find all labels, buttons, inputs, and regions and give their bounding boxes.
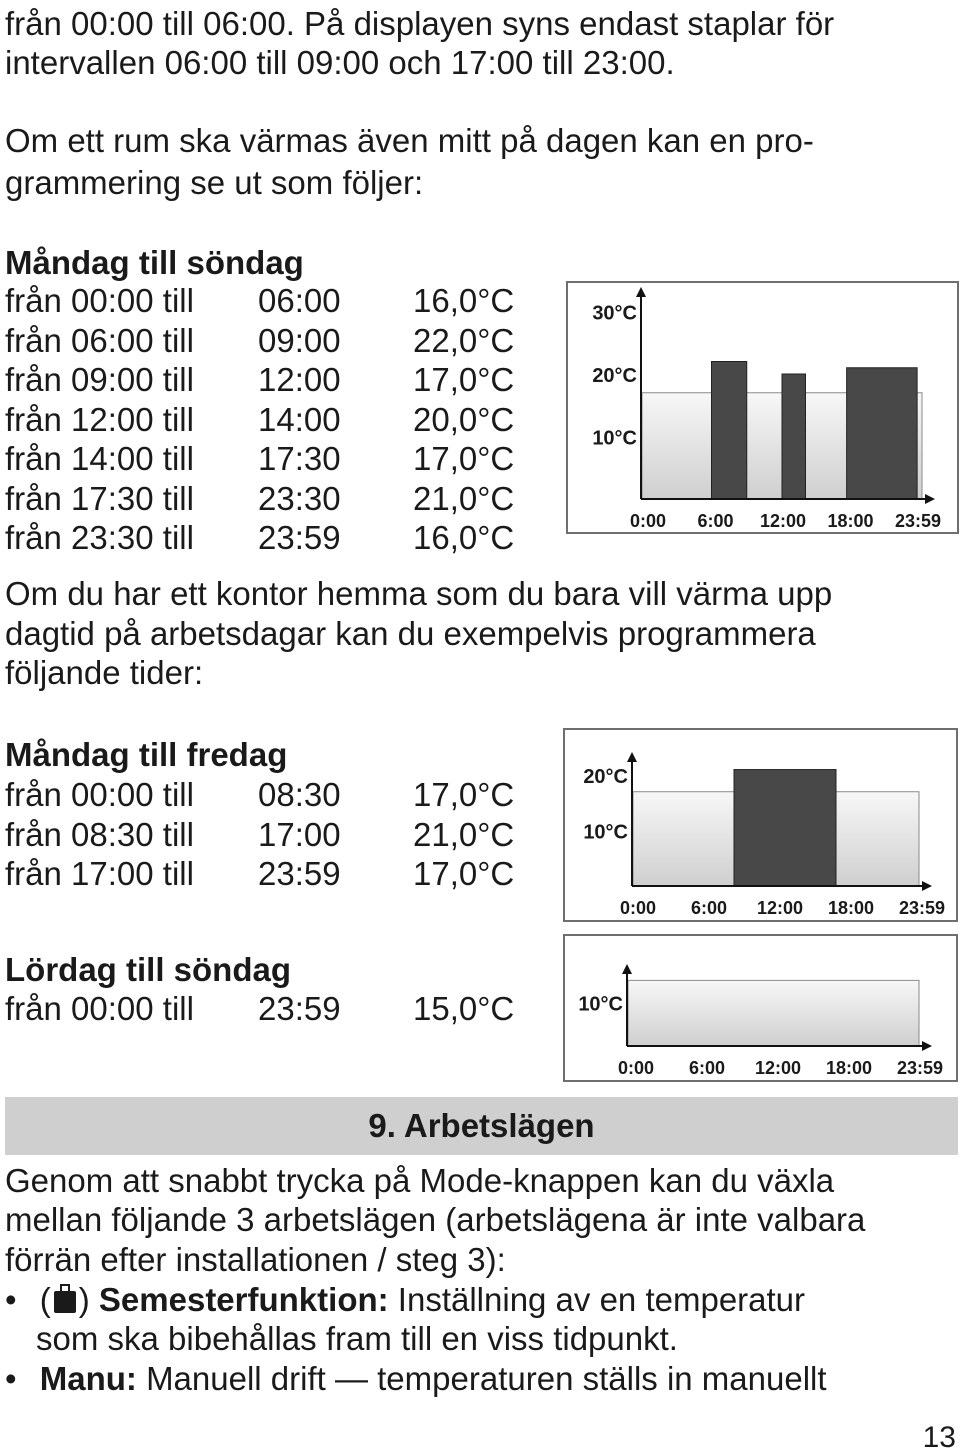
y-axis-arrow [627, 752, 637, 762]
bullet-glyph: • [5, 1360, 17, 1397]
schedule-temperature: 22,0°C [413, 321, 515, 359]
paren-open: ( [39, 1281, 51, 1318]
para3-line-2: mellan följande 3 arbetslägen (arbetslägena är inte valbara [5, 1201, 866, 1238]
schedule-from: från 06:00 till [5, 321, 194, 359]
paren-close: ) [78, 1281, 90, 1318]
chart-bar [847, 368, 918, 499]
holiday-mode-label: Semesterfunktion: [98, 1281, 389, 1318]
chart-weekly-temperature [566, 281, 959, 534]
bullet-holiday-mode [5, 1280, 805, 1320]
x-tick-label: 18:00 [827, 898, 875, 918]
holiday-mode-text-cont: som ska bibehållas fram till en viss tidpunkt. [36, 1320, 678, 1357]
x-tick-label: 23:59 [896, 1058, 944, 1078]
intro-line-3: Om ett rum ska värmas även mitt på dagen kan en pro- [5, 122, 814, 159]
x-tick-label: 23:59 [898, 898, 946, 918]
schedule-temperature: 16,0°C [413, 519, 515, 556]
suitcase-icon [54, 1291, 76, 1313]
chart-bar [734, 770, 836, 886]
schedule-end-time: 23:59 [258, 855, 341, 892]
schedule-temperature: 15,0°C [413, 990, 515, 1027]
schedule-end-time: 23:59 [258, 519, 341, 556]
y-tick-label: 10°C [592, 427, 637, 450]
schedule-end-time: 09:00 [258, 321, 341, 359]
schedule-end-time: 14:00 [258, 400, 341, 438]
bullet-manual-mode [5, 1359, 827, 1399]
section-heading: 9. Arbetslägen [5, 1097, 958, 1155]
schedule-from: från 08:30 till [5, 815, 194, 853]
baseline-level-area [628, 980, 919, 1046]
y-axis-arrow [622, 964, 632, 974]
schedule-temperature: 17,0°C [413, 776, 515, 813]
y-tick-label: 30°C [592, 302, 637, 325]
schedule-end-time: 23:59 [258, 990, 341, 1027]
x-tick-label: 6:00 [697, 511, 734, 531]
bullet-glyph: • [5, 1281, 17, 1318]
schedule-end-time: 17:00 [258, 815, 341, 853]
schedule-temperature: 17,0°C [413, 440, 515, 477]
y-tick-label: 10°C [578, 993, 623, 1016]
x-tick-label: 18:00 [827, 511, 874, 531]
schedule-from: från 00:00 till [5, 990, 194, 1027]
chart-weekend-temperature [563, 934, 958, 1082]
x-tick-label: 6:00 [690, 898, 728, 918]
schedule-from: från 00:00 till [5, 282, 194, 319]
intro-line-4: grammering se ut som följer: [5, 164, 424, 201]
chart-bar [782, 374, 806, 499]
x-axis-arrow [925, 494, 935, 504]
x-tick-label: 12:00 [756, 898, 804, 918]
x-tick-label: 23:59 [894, 511, 942, 531]
chart-1-svg [568, 283, 957, 532]
x-axis-arrow [922, 881, 932, 891]
intro-line-1: från 00:00 till 06:00. På displayen syns endast staplar för [5, 5, 835, 42]
para3-line-3: förrän efter installationen / steg 3): [5, 1241, 506, 1278]
schedule-temperature: 17,0°C [413, 855, 515, 892]
manual-mode-label: Manu: [39, 1360, 137, 1397]
para2-line-3: följande tider: [5, 654, 204, 691]
para2-line-2: dagtid på arbetsdagar kan du exempelvis programmera [5, 615, 816, 652]
x-tick-label: 12:00 [759, 511, 807, 531]
chart-2-svg [565, 730, 956, 920]
schedule-from: från 14:00 till [5, 440, 194, 477]
schedule-temperature: 20,0°C [413, 400, 515, 438]
x-tick-label: 18:00 [825, 1058, 873, 1078]
schedule-end-time: 17:30 [258, 440, 341, 477]
holiday-mode-text: Inställning av en temperatur [397, 1281, 806, 1318]
chart-3-svg [565, 936, 956, 1080]
chart-bar [712, 362, 747, 500]
x-tick-label: 0:00 [619, 898, 657, 918]
schedule1-heading: Måndag till söndag [5, 244, 304, 281]
x-tick-label: 12:00 [754, 1058, 802, 1078]
schedule-from: från 00:00 till [5, 776, 194, 813]
y-axis-arrow [636, 287, 646, 297]
y-tick-label: 20°C [592, 365, 637, 387]
schedule3-heading: Lördag till söndag [5, 951, 291, 988]
intro-line-2: intervallen 06:00 till 09:00 och 17:00 till 23:00. [5, 44, 675, 81]
schedule-from: från 17:30 till [5, 479, 194, 517]
schedule-end-time: 12:00 [258, 361, 341, 398]
schedule2-heading: Måndag till fredag [5, 736, 288, 773]
schedule-from: från 17:00 till [5, 855, 194, 892]
para3-line-1: Genom att snabbt trycka på Mode-knappen kan du växla [5, 1162, 835, 1199]
schedule-from: från 09:00 till [5, 361, 194, 398]
schedule-temperature: 17,0°C [413, 361, 515, 398]
schedule-from: från 23:30 till [5, 519, 194, 556]
manual-mode-text: Manuell drift — temperaturen ställs in manuellt [146, 1360, 827, 1397]
schedule-temperature: 21,0°C [413, 479, 515, 517]
schedule-temperature: 16,0°C [413, 282, 515, 319]
x-axis-arrow [922, 1041, 932, 1051]
schedule-end-time: 23:30 [258, 479, 341, 517]
x-tick-label: 6:00 [688, 1058, 726, 1078]
schedule-end-time: 06:00 [258, 282, 341, 319]
x-tick-label: 0:00 [629, 511, 667, 531]
schedule-from: från 12:00 till [5, 400, 194, 438]
y-tick-label: 20°C [583, 766, 628, 789]
schedule-end-time: 08:30 [258, 776, 341, 813]
page-number: 13 [922, 1421, 956, 1454]
schedule-temperature: 21,0°C [413, 815, 515, 853]
para2-line-1: Om du har ett kontor hemma som du bara vill värma upp [5, 575, 833, 612]
x-tick-label: 0:00 [617, 1058, 655, 1078]
chart-weekday-temperature [563, 728, 958, 922]
y-tick-label: 10°C [583, 821, 628, 844]
